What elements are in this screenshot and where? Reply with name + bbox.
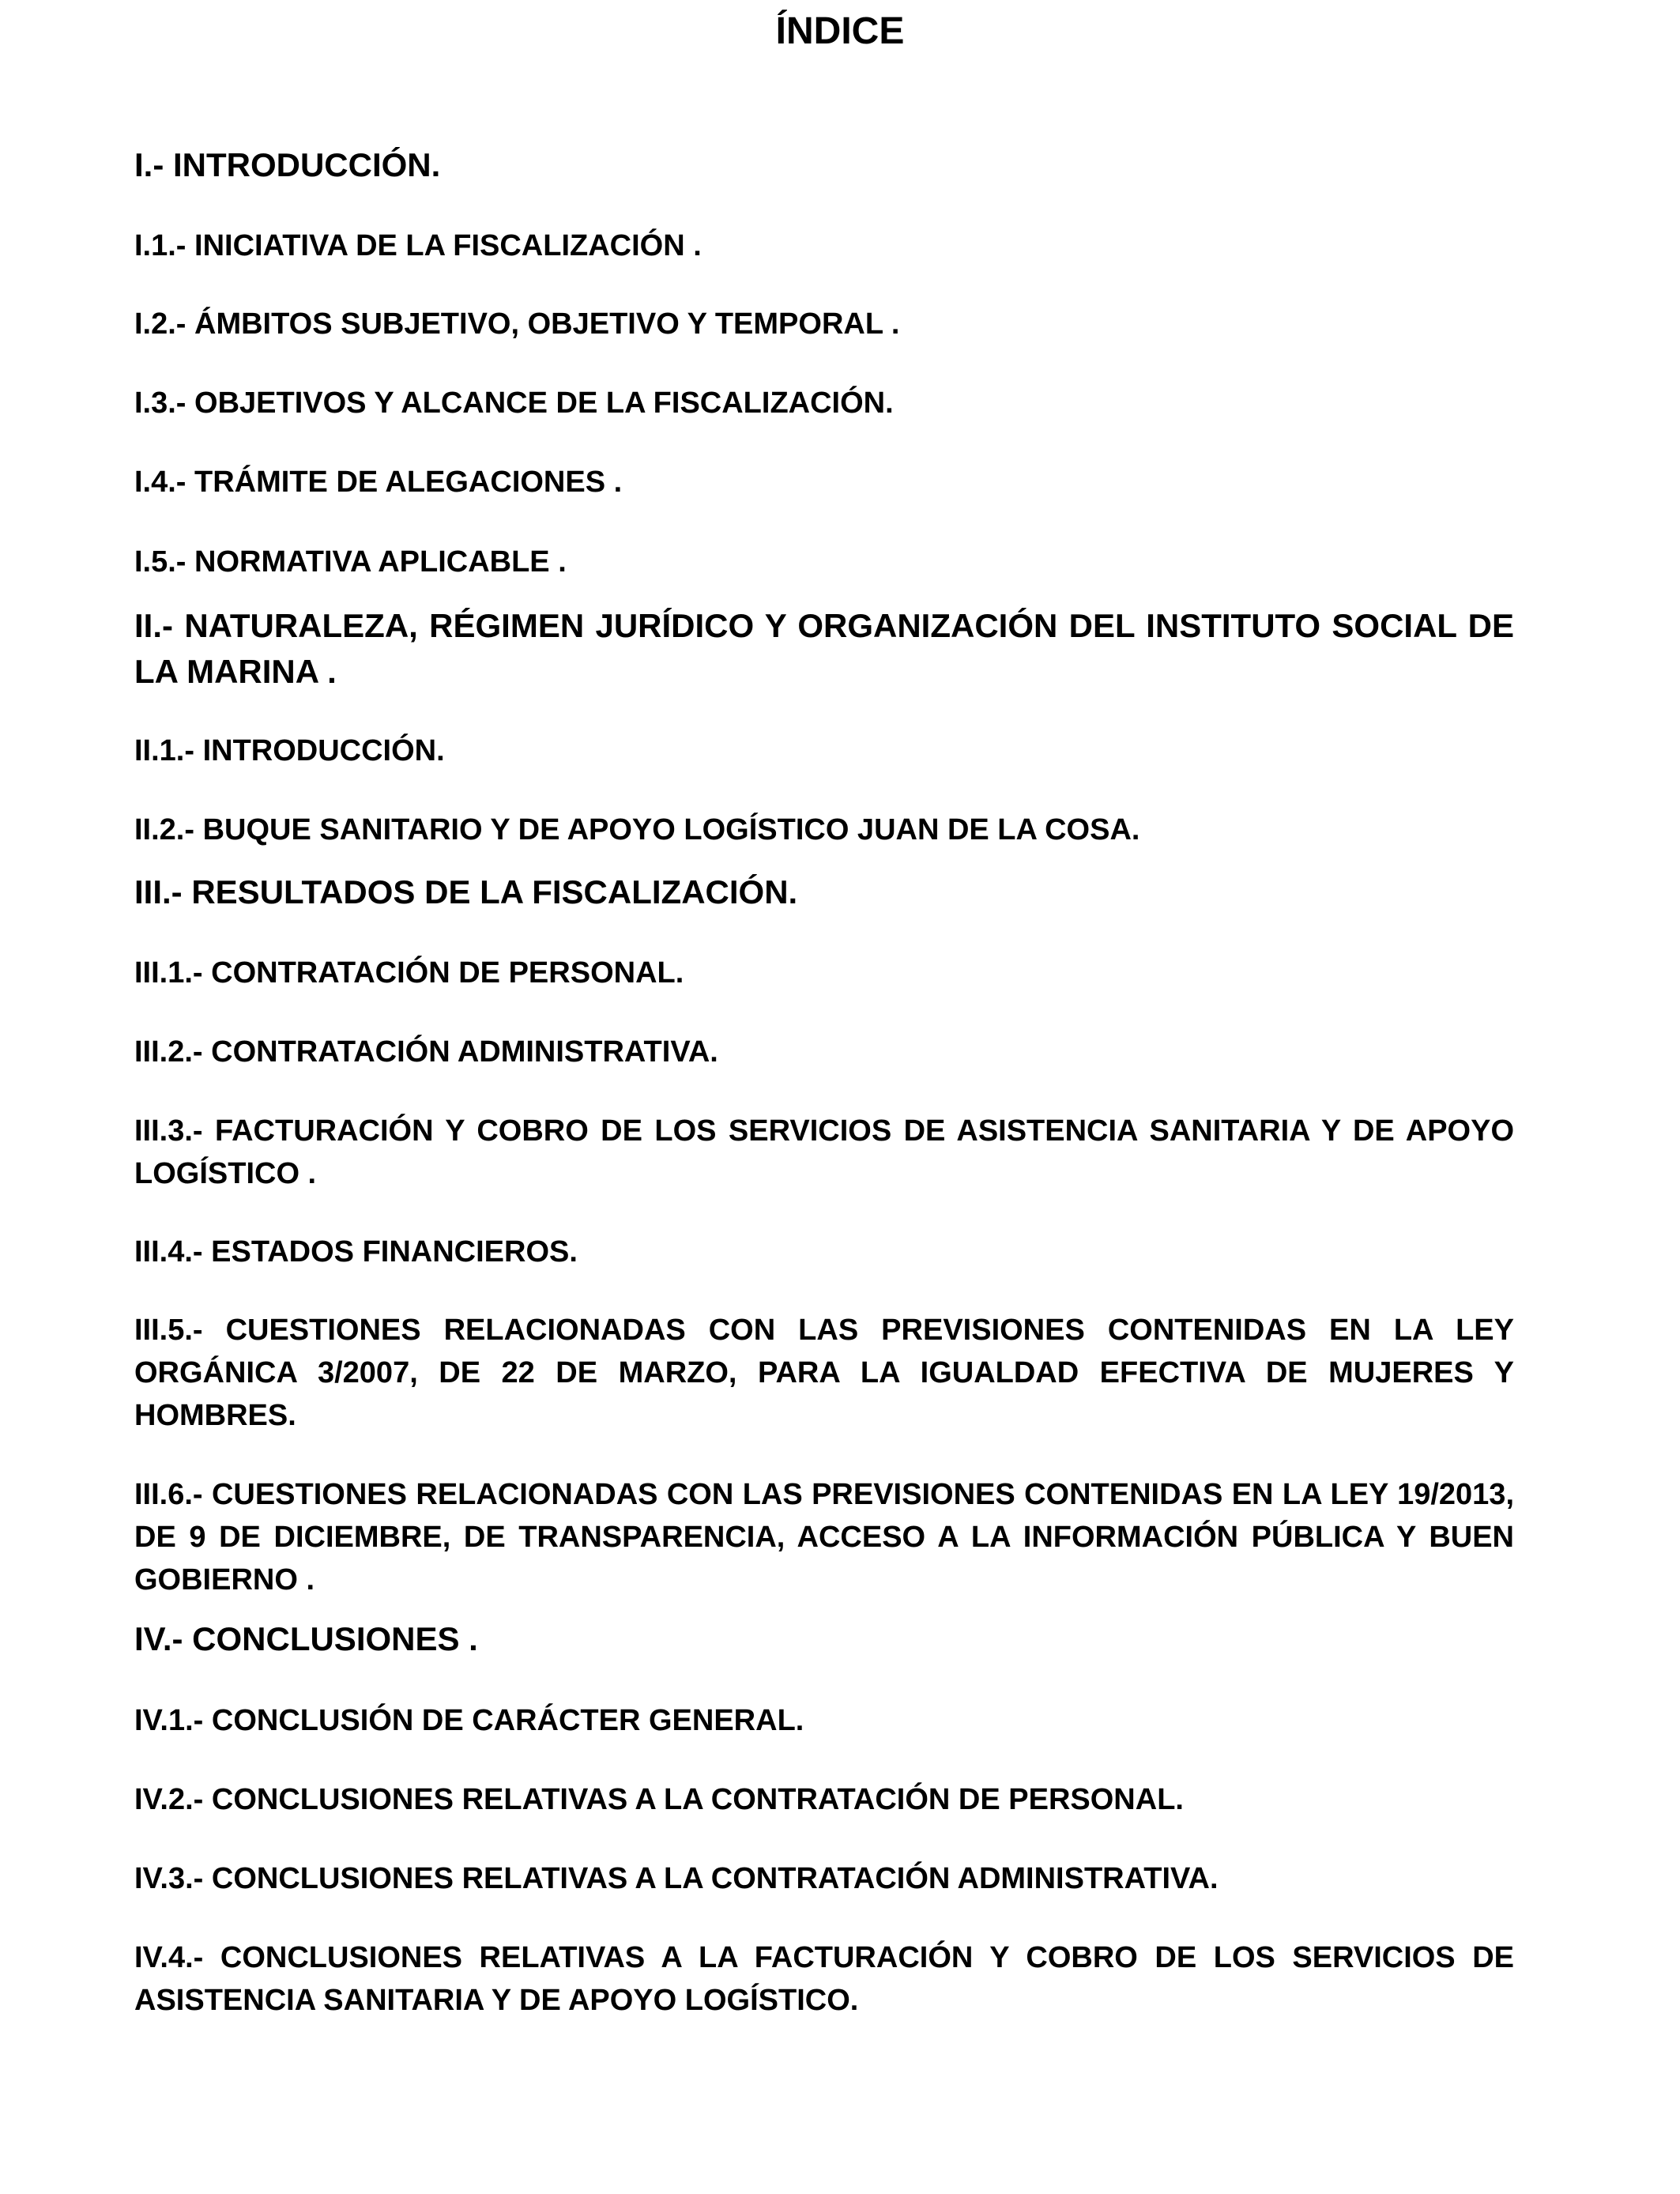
- toc-subsection-1-3: I.3.- OBJETIVOS Y ALCANCE DE LA FISCALIZACIÓN.: [134, 386, 894, 420]
- toc-section-1: I.- INTRODUCCIÓN.: [134, 146, 441, 183]
- toc-subsection-3-2: III.2.- CONTRATACIÓN ADMINISTRATIVA.: [134, 1035, 718, 1069]
- toc-section-3: III.- RESULTADOS DE LA FISCALIZACIÓN.: [134, 873, 798, 910]
- toc-subsection-4-2: IV.2.- CONCLUSIONES RELATIVAS A LA CONTRATACIÓN DE PERSONAL.: [134, 1783, 1184, 1816]
- toc-subsection-3-6: III.6.- CUESTIONES RELACIONADAS CON LAS PREVISIONES CONTENIDAS EN LA LEY 19/2013, DE 9 DE DICIEMBRE, DE TRANSPARENCIA, ACCESO A LA INFORMACIÓN PÚBLICA Y BUEN GOBIERNO .: [134, 1478, 1514, 1596]
- toc-subsection-1-1: I.1.- INICIATIVA DE LA FISCALIZACIÓN .: [134, 229, 702, 262]
- toc-subsection-4-3: IV.3.- CONCLUSIONES RELATIVAS A LA CONTRATACIÓN ADMINISTRATIVA.: [134, 1862, 1219, 1895]
- toc-subsection-4-4: IV.4.- CONCLUSIONES RELATIVAS A LA FACTURACIÓN Y COBRO DE LOS SERVICIOS DE ASISTENCIA SANITARIA Y DE APOYO LOGÍSTICO.: [134, 1941, 1514, 2017]
- toc-section-2: II.- NATURALEZA, RÉGIMEN JURÍDICO Y ORGANIZACIÓN DEL INSTITUTO SOCIAL DE LA MARINA .: [134, 607, 1514, 690]
- toc-subsection-1-2: I.2.- ÁMBITOS SUBJETIVO, OBJETIVO Y TEMPORAL .: [134, 307, 900, 341]
- toc-subsection-3-1: III.1.- CONTRATACIÓN DE PERSONAL.: [134, 956, 684, 990]
- toc-subsection-3-5: III.5.- CUESTIONES RELACIONADAS CON LAS PREVISIONES CONTENIDAS EN LA LEY ORGÁNICA 3/2007, DE 22 DE MARZO, PARA LA IGUALDAD EFECTIVA DE MUJERES Y HOMBRES.: [134, 1314, 1514, 1432]
- toc-subsection-1-5: I.5.- NORMATIVA APLICABLE .: [134, 545, 567, 579]
- page-title: ÍNDICE: [775, 10, 905, 52]
- toc-subsection-3-4: III.4.- ESTADOS FINANCIEROS.: [134, 1235, 578, 1269]
- toc-subsection-2-1: II.1.- INTRODUCCIÓN.: [134, 734, 445, 767]
- toc-subsection-3-3: III.3.- FACTURACIÓN Y COBRO DE LOS SERVICIOS DE ASISTENCIA SANITARIA Y DE APOYO LOGÍSTICO .: [134, 1114, 1514, 1190]
- toc-subsection-2-2: II.2.- BUQUE SANITARIO Y DE APOYO LOGÍSTICO JUAN DE LA COSA.: [134, 813, 1140, 846]
- toc-section-4: IV.- CONCLUSIONES .: [134, 1620, 478, 1657]
- toc-subsection-1-4: I.4.- TRÁMITE DE ALEGACIONES .: [134, 466, 623, 499]
- toc-subsection-4-1: IV.1.- CONCLUSIÓN DE CARÁCTER GENERAL.: [134, 1704, 804, 1737]
